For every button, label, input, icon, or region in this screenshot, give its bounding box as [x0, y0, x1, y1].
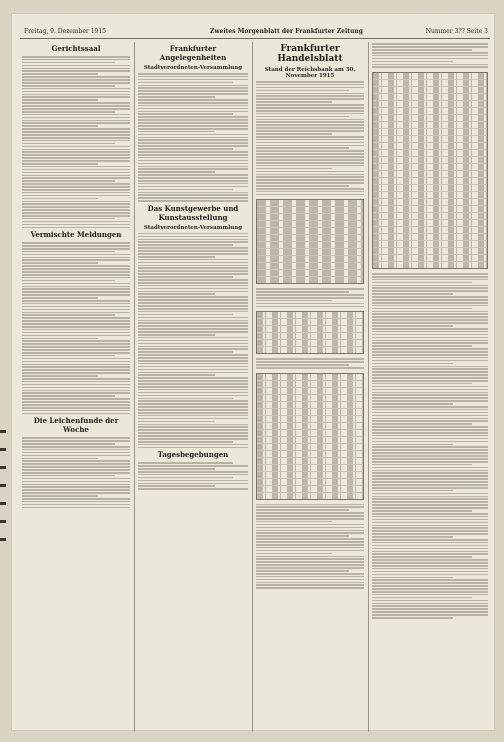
column-1 [22, 42, 130, 732]
masthead-page-number: Nummer 3?? Seite 3 [425, 28, 488, 35]
article-text [256, 81, 364, 195]
article-text [372, 43, 488, 68]
article-text [138, 73, 248, 202]
section-heading: Die Leichenfunde der Woche [33, 416, 119, 435]
section-subheading: Stadtverordneten-Versammlung [143, 224, 243, 231]
data-table [256, 311, 364, 354]
article-text [138, 462, 248, 490]
section-heading: Das Kunstgewerbe und Kunstausstellung [147, 203, 239, 222]
column-rule [134, 42, 135, 732]
article-text [22, 437, 130, 508]
column-4 [372, 42, 488, 732]
section-subheading: Stand der Reichsbank am 30. November 1915 [264, 67, 356, 79]
article-text [22, 242, 130, 414]
data-table [256, 373, 364, 500]
data-table [256, 199, 364, 284]
article-text [22, 56, 130, 228]
section-heading: Frankfurter Handelsblatt [277, 44, 343, 64]
column-2 [138, 42, 248, 732]
section-heading: Vermischte Meldungen [30, 230, 122, 240]
masthead-date: Freitag, 9. Dezember 1915 [24, 28, 106, 35]
column-rule [368, 42, 369, 732]
data-table [372, 72, 488, 269]
article-text [256, 358, 364, 368]
page-edge-marks [0, 430, 6, 550]
section-subheading: Stadtverordneten-Versammlung [143, 65, 243, 71]
article-text [256, 288, 364, 307]
section-heading: Tagesbegebungen [157, 450, 229, 460]
column-rule [252, 42, 253, 732]
masthead [20, 26, 490, 39]
article-text [256, 504, 364, 589]
section-heading: Gerichtssaal [51, 44, 101, 53]
column-3 [256, 42, 364, 732]
article-text [138, 233, 248, 449]
article-text [372, 273, 488, 619]
section-heading: Frankfurter Angelegenheiten [159, 44, 227, 62]
masthead-title: Zweites Morgenblatt der Frankfurter Zeitung [210, 28, 363, 35]
